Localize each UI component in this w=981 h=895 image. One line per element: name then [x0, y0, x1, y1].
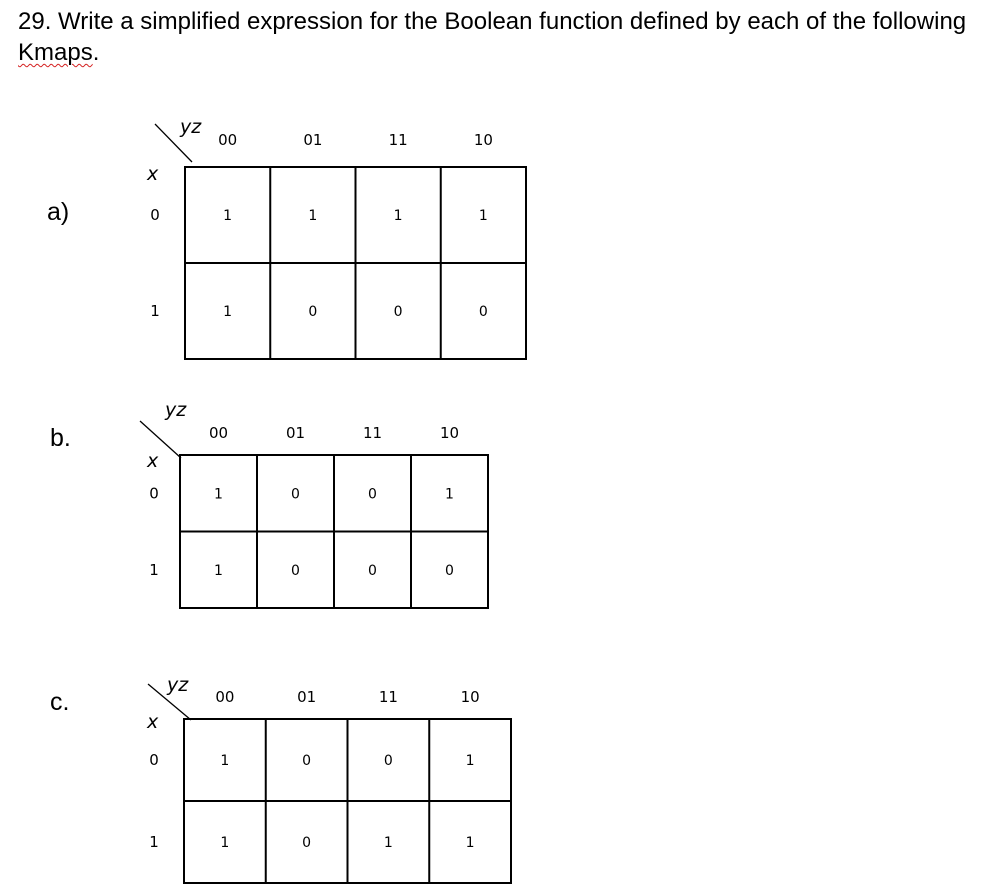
row-header: 1 [149, 833, 159, 851]
kmap-cell-value: 1 [214, 486, 223, 503]
kmap-cell-value: 0 [393, 304, 403, 320]
col-header: 11 [362, 424, 383, 442]
col-header: 01 [303, 131, 323, 149]
row-header: 1 [149, 560, 159, 579]
kmap-cell-value: 1 [223, 208, 233, 224]
col-variable-label: yz [167, 674, 189, 696]
col-header: 00 [218, 131, 238, 149]
misspelled-word: Kmaps [18, 39, 93, 66]
kmap-cell-value: 1 [223, 304, 233, 320]
col-header: 10 [439, 424, 460, 442]
kmap-cell-value: 1 [445, 486, 454, 503]
kmap-cell-value: 1 [393, 208, 403, 224]
kmap-cell-value: 0 [308, 304, 318, 320]
part-a-label: a) [47, 198, 70, 226]
col-header: 10 [460, 688, 480, 706]
col-header: 00 [208, 424, 229, 442]
kmap-cell-value: 1 [220, 753, 230, 769]
kmap-cell-value: 0 [368, 562, 377, 579]
part-b-label: b. [50, 424, 71, 452]
kmap-cell-value: 0 [445, 562, 454, 579]
col-header: 11 [388, 131, 408, 149]
kmap-cell-value: 1 [465, 753, 475, 769]
kmap-cell-value: 1 [478, 208, 488, 224]
col-header: 11 [378, 688, 398, 706]
question-period: . [92, 39, 100, 66]
kmap-cell-value: 0 [302, 753, 312, 769]
kmap-cell-value: 1 [308, 208, 318, 224]
kmap-cell-value: 1 [220, 835, 230, 851]
row-header: 0 [150, 206, 160, 224]
kmap-cell-value: 0 [291, 486, 300, 503]
row-header: 0 [149, 484, 159, 503]
col-header: 01 [297, 688, 317, 706]
row-variable-label: x [147, 711, 159, 733]
kmap-cell-value: 0 [478, 304, 488, 320]
kmap-cell-value: 1 [383, 835, 393, 851]
kmap-cell-value: 1 [465, 835, 475, 851]
row-header: 1 [150, 302, 160, 320]
kmap-cell-value: 1 [214, 562, 223, 579]
kmap-cell-value: 0 [302, 835, 312, 851]
col-variable-label: yz [180, 116, 202, 138]
col-header: 00 [215, 688, 235, 706]
col-header: 10 [473, 131, 493, 149]
question-number: 29. [18, 8, 52, 35]
row-header: 0 [149, 751, 159, 769]
row-variable-label: x [147, 450, 159, 472]
row-variable-label: x [147, 163, 159, 185]
part-c-label: c. [50, 688, 70, 716]
col-variable-label: yz [165, 399, 187, 421]
kmap-cell-value: 0 [368, 486, 377, 503]
question-body: Write a simplified expression for the Boolean function defined by each of the following [58, 8, 967, 35]
col-header: 01 [285, 424, 306, 442]
kmap-cell-value: 0 [291, 562, 300, 579]
kmap-cell-value: 0 [383, 753, 393, 769]
